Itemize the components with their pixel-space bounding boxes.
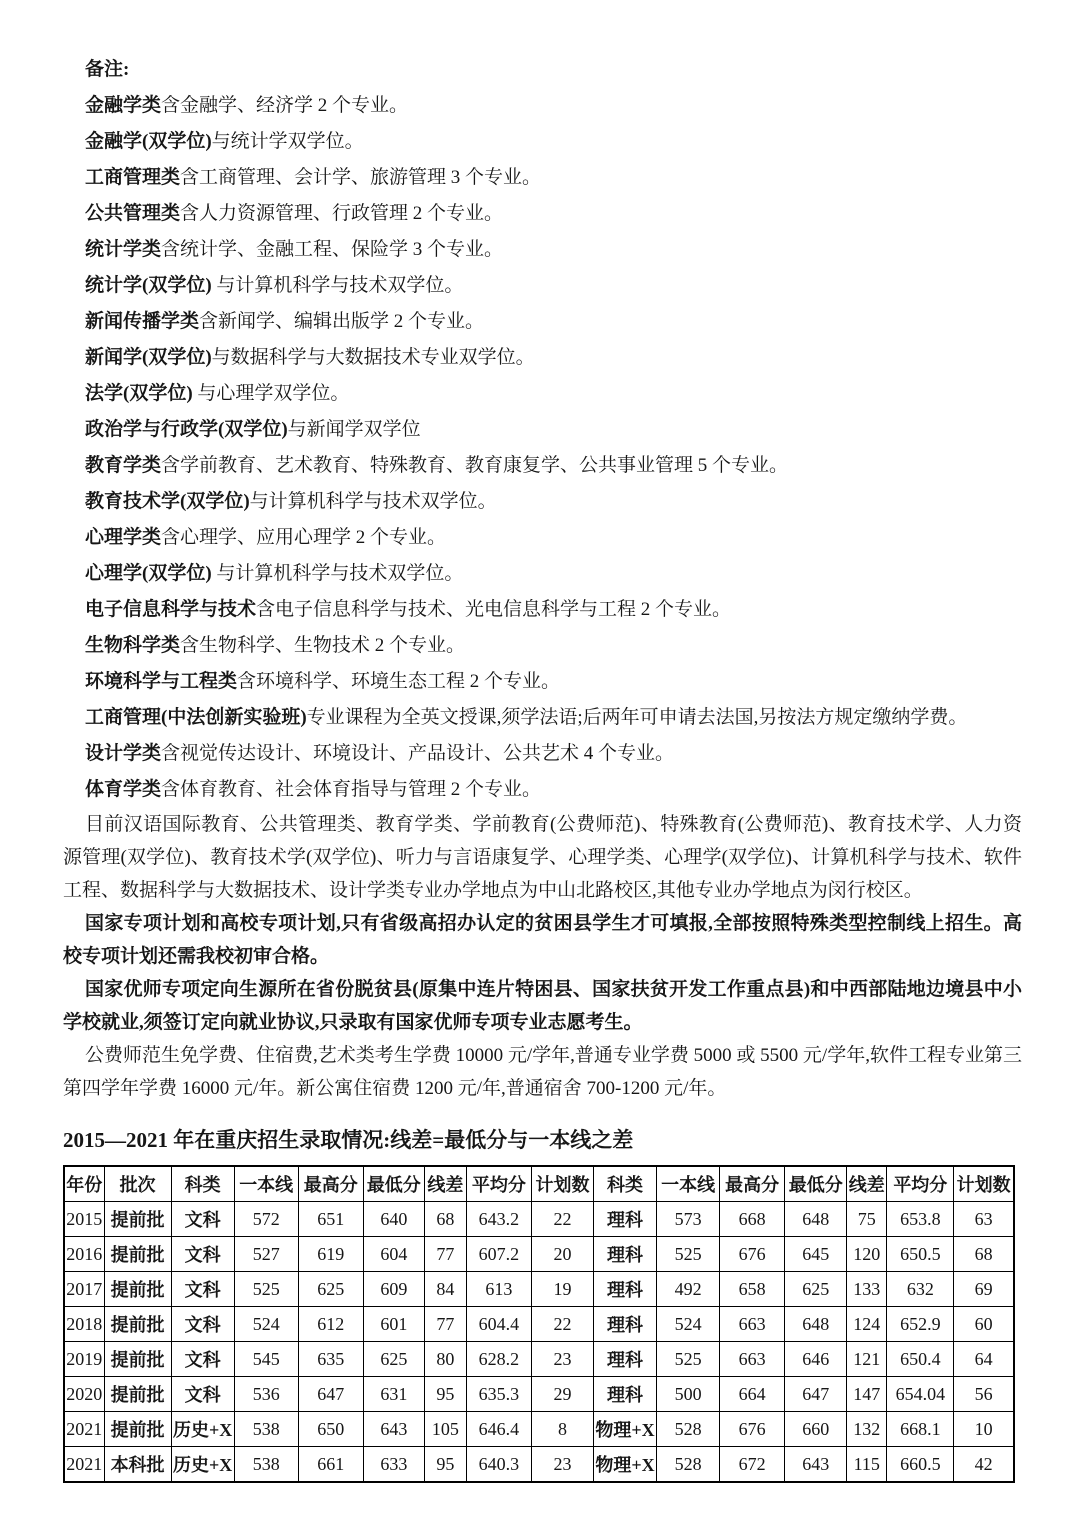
table-cell: 650.5 <box>887 1237 954 1272</box>
note-item <box>63 160 1022 196</box>
table-row <box>64 1272 1014 1307</box>
note-lead: 体育学类 <box>85 779 162 800</box>
table-cell: 631 <box>363 1377 424 1412</box>
table-cell: 612 <box>298 1307 363 1342</box>
note-lead: 政治学与行政学(双学位) <box>85 419 288 440</box>
header-cell: 一本线 <box>234 1166 298 1202</box>
table-cell: 120 <box>847 1237 887 1272</box>
table-cell: 63 <box>954 1202 1014 1237</box>
table-cell: 538 <box>234 1447 298 1483</box>
table-cell: 文科 <box>171 1237 234 1272</box>
table-cell: 640.3 <box>466 1447 531 1483</box>
table-cell: 648 <box>785 1202 847 1237</box>
table-cell: 609 <box>363 1272 424 1307</box>
table-cell: 536 <box>234 1377 298 1412</box>
table-cell: 提前批 <box>104 1412 171 1447</box>
header-cell: 科类 <box>594 1166 657 1202</box>
table-cell: 625 <box>363 1342 424 1377</box>
table-cell: 628.2 <box>466 1342 531 1377</box>
table-cell: 625 <box>785 1272 847 1307</box>
note-item <box>63 736 1022 772</box>
table-cell: 647 <box>785 1377 847 1412</box>
table-cell: 524 <box>234 1307 298 1342</box>
table-cell: 646.4 <box>466 1412 531 1447</box>
note-item <box>63 304 1022 340</box>
note-item <box>63 556 1022 592</box>
header-cell: 一本线 <box>657 1166 720 1202</box>
table-cell: 23 <box>531 1342 593 1377</box>
header-cell: 批次 <box>104 1166 171 1202</box>
note-rest: 含学前教育、艺术教育、特殊教育、教育康复学、公共事业管理 5 个专业。 <box>161 455 789 476</box>
table-cell: 2018 <box>64 1307 104 1342</box>
table-row <box>64 1237 1014 1272</box>
note-rest: 含心理学、应用心理学 2 个专业。 <box>161 527 447 548</box>
table-cell: 理科 <box>594 1307 657 1342</box>
note-lead: 环境科学与工程类 <box>85 671 238 692</box>
table-cell: 635 <box>298 1342 363 1377</box>
table-cell: 633 <box>363 1447 424 1483</box>
table-cell: 历史+X <box>171 1412 234 1447</box>
table-cell: 105 <box>424 1412 466 1447</box>
table-cell: 77 <box>424 1237 466 1272</box>
note-rest: 含体育教育、社会体育指导与管理 2 个专业。 <box>161 779 542 800</box>
note-item <box>63 88 1022 124</box>
table-cell: 573 <box>657 1202 720 1237</box>
table-cell: 668.1 <box>887 1412 954 1447</box>
header-cell: 科类 <box>171 1166 234 1202</box>
table-cell: 643 <box>785 1447 847 1483</box>
table-cell: 658 <box>720 1272 785 1307</box>
note-lead: 工商管理(中法创新实验班) <box>85 707 307 728</box>
table-cell: 625 <box>298 1272 363 1307</box>
table-cell: 95 <box>424 1447 466 1483</box>
note-rest: 含视觉传达设计、环境设计、产品设计、公共艺术 4 个专业。 <box>161 743 675 764</box>
note-rest: 与计算机科学与技术双学位。 <box>211 563 464 584</box>
note-item <box>63 124 1022 160</box>
table-cell: 545 <box>234 1342 298 1377</box>
table-cell: 2016 <box>64 1237 104 1272</box>
table-cell: 56 <box>954 1377 1014 1412</box>
table-cell: 672 <box>720 1447 785 1483</box>
note-item <box>63 520 1022 556</box>
table-cell: 676 <box>720 1412 785 1447</box>
note-rest: 含人力资源管理、行政管理 2 个专业。 <box>180 203 504 224</box>
note-rest: 含生物科学、生物技术 2 个专业。 <box>180 635 466 656</box>
notes-section <box>63 52 1022 808</box>
note-rest: 专业课程为全英文授课,须学法语;后两年可申请去法国,另按法方规定缴纳学费。 <box>306 707 968 728</box>
table-body <box>64 1202 1014 1483</box>
table-cell: 42 <box>954 1447 1014 1483</box>
table-row <box>64 1447 1014 1483</box>
note-rest: 含工商管理、会计学、旅游管理 3 个专业。 <box>180 167 542 188</box>
note-lead: 新闻传播学类 <box>85 311 200 332</box>
table-cell: 理科 <box>594 1272 657 1307</box>
header-cell: 线差 <box>424 1166 466 1202</box>
table-cell: 572 <box>234 1202 298 1237</box>
table-cell: 文科 <box>171 1377 234 1412</box>
table-cell: 668 <box>720 1202 785 1237</box>
note-item <box>63 376 1022 412</box>
table-cell: 676 <box>720 1237 785 1272</box>
paragraph: 公费师范生免学费、住宿费,艺术类考生学费 10000 元/学年,普通专业学费 5000 或 5500 元/学年,软件工程专业第三第四学年学费 16000 元/年。新公寓住宿费 1200 元/年,普通宿舍 700-1200 元/年。 <box>63 1045 1022 1099</box>
note-item <box>63 664 1022 700</box>
table-cell: 121 <box>847 1342 887 1377</box>
table-cell: 文科 <box>171 1342 234 1377</box>
table-cell: 646 <box>785 1342 847 1377</box>
header-cell: 年份 <box>64 1166 104 1202</box>
table-cell: 527 <box>234 1237 298 1272</box>
table-cell: 607.2 <box>466 1237 531 1272</box>
table-cell: 635.3 <box>466 1377 531 1412</box>
note-lead: 统计学(双学位) <box>85 275 212 296</box>
note-lead: 设计学类 <box>85 743 162 764</box>
header-cell: 最高分 <box>720 1166 785 1202</box>
table-cell: 文科 <box>171 1202 234 1237</box>
note-item <box>63 772 1022 808</box>
table-cell: 物理+X <box>594 1447 657 1483</box>
note-rest: 与计算机科学与技术双学位。 <box>211 275 464 296</box>
table-cell: 2021 <box>64 1447 104 1483</box>
header-cell: 平均分 <box>466 1166 531 1202</box>
note-lead: 新闻学(双学位) <box>85 347 212 368</box>
note-item <box>63 700 1022 736</box>
note-item <box>63 340 1022 376</box>
table-cell: 本科批 <box>104 1447 171 1483</box>
table-cell: 147 <box>847 1377 887 1412</box>
table-cell: 文科 <box>171 1272 234 1307</box>
note-rest: 含电子信息科学与技术、光电信息科学与工程 2 个专业。 <box>256 599 732 620</box>
table-cell: 提前批 <box>104 1342 171 1377</box>
table-cell: 75 <box>847 1202 887 1237</box>
table-cell: 2015 <box>64 1202 104 1237</box>
table-cell: 95 <box>424 1377 466 1412</box>
table-cell: 132 <box>847 1412 887 1447</box>
table-cell: 524 <box>657 1307 720 1342</box>
table-cell: 物理+X <box>594 1412 657 1447</box>
table-cell: 538 <box>234 1412 298 1447</box>
note-lead: 金融学(双学位) <box>85 131 212 152</box>
note-rest: 与心理学双学位。 <box>192 383 350 404</box>
table-cell: 601 <box>363 1307 424 1342</box>
header-cell: 计划数 <box>954 1166 1014 1202</box>
table-cell: 648 <box>785 1307 847 1342</box>
table-cell: 640 <box>363 1202 424 1237</box>
note-item <box>63 268 1022 304</box>
table-cell: 10 <box>954 1412 1014 1447</box>
table-cell: 64 <box>954 1342 1014 1377</box>
note-rest: 与计算机科学与技术双学位。 <box>249 491 497 512</box>
header-cell: 最低分 <box>785 1166 847 1202</box>
table-cell: 80 <box>424 1342 466 1377</box>
table-cell: 604 <box>363 1237 424 1272</box>
table-cell: 2020 <box>64 1377 104 1412</box>
header-cell: 线差 <box>847 1166 887 1202</box>
note-item <box>63 232 1022 268</box>
header-cell: 最低分 <box>363 1166 424 1202</box>
note-lead: 教育学类 <box>85 455 162 476</box>
table-cell: 660.5 <box>887 1447 954 1483</box>
table-cell: 提前批 <box>104 1237 171 1272</box>
table-cell: 643 <box>363 1412 424 1447</box>
note-lead: 生物科学类 <box>85 635 181 656</box>
table-cell: 22 <box>531 1307 593 1342</box>
table-row <box>64 1342 1014 1377</box>
note-lead: 心理学类 <box>85 527 162 548</box>
table-cell: 645 <box>785 1237 847 1272</box>
note-item <box>63 628 1022 664</box>
table-row <box>64 1377 1014 1412</box>
table-cell: 20 <box>531 1237 593 1272</box>
header-cell: 计划数 <box>531 1166 593 1202</box>
table-cell: 650 <box>298 1412 363 1447</box>
table-cell: 525 <box>234 1272 298 1307</box>
table-row <box>64 1412 1014 1447</box>
table-cell: 528 <box>657 1447 720 1483</box>
table-cell: 理科 <box>594 1342 657 1377</box>
table-cell: 664 <box>720 1377 785 1412</box>
note-rest: 含统计学、金融工程、保险学 3 个专业。 <box>161 239 504 260</box>
note-rest: 与新闻学双学位 <box>287 419 421 440</box>
table-cell: 528 <box>657 1412 720 1447</box>
note-rest: 含新闻学、编辑出版学 2 个专业。 <box>199 311 485 332</box>
admissions-table <box>63 1165 1015 1483</box>
paragraph: 目前汉语国际教育、公共管理类、教育学类、学前教育(公费师范)、特殊教育(公费师范)、教育技术学、人力资源管理(双学位)、教育技术学(双学位)、听力与言语康复学、心理学类、心理学(双学位)、计算机科学与技术、软件工程、数据科学与大数据技术、设计学类专业办学地点为中山北路校区,其他专业办学地点为闵行校区。 <box>63 814 1022 901</box>
table-cell: 115 <box>847 1447 887 1483</box>
note-lead: 公共管理类 <box>85 203 181 224</box>
table-cell: 历史+X <box>171 1447 234 1483</box>
paragraph: 国家优师专项定向生源所在省份脱贫县(原集中连片特困县、国家扶贫开发工作重点县)和中西部陆地边境县中小学校就业,须签订定向就业协议,只录取有国家优师专项专业志愿考生。 <box>63 979 1022 1033</box>
table-cell: 652.9 <box>887 1307 954 1342</box>
note-lead: 电子信息科学与技术 <box>85 599 257 620</box>
table-header-row <box>64 1166 1014 1202</box>
table-cell: 69 <box>954 1272 1014 1307</box>
table-cell: 663 <box>720 1342 785 1377</box>
table-cell: 492 <box>657 1272 720 1307</box>
table-cell: 68 <box>424 1202 466 1237</box>
table-cell: 19 <box>531 1272 593 1307</box>
table-cell: 提前批 <box>104 1377 171 1412</box>
table-cell: 60 <box>954 1307 1014 1342</box>
table-cell: 654.04 <box>887 1377 954 1412</box>
table-cell: 2019 <box>64 1342 104 1377</box>
table-cell: 643.2 <box>466 1202 531 1237</box>
table-cell: 29 <box>531 1377 593 1412</box>
table-cell: 604.4 <box>466 1307 531 1342</box>
table-cell: 提前批 <box>104 1272 171 1307</box>
note-item <box>63 592 1022 628</box>
table-cell: 提前批 <box>104 1202 171 1237</box>
note-lead: 统计学类 <box>85 239 162 260</box>
table-row <box>64 1307 1014 1342</box>
table-cell: 77 <box>424 1307 466 1342</box>
note-rest: 与统计学双学位。 <box>211 131 364 152</box>
table-cell: 663 <box>720 1307 785 1342</box>
table-cell: 619 <box>298 1237 363 1272</box>
table-cell: 133 <box>847 1272 887 1307</box>
table-cell: 647 <box>298 1377 363 1412</box>
table-cell: 653.8 <box>887 1202 954 1237</box>
header-cell: 平均分 <box>887 1166 954 1202</box>
table-cell: 68 <box>954 1237 1014 1272</box>
note-lead: 工商管理类 <box>85 167 181 188</box>
table-cell: 22 <box>531 1202 593 1237</box>
note-rest: 含环境科学、环境生态工程 2 个专业。 <box>237 671 561 692</box>
table-cell: 提前批 <box>104 1307 171 1342</box>
table-cell: 661 <box>298 1447 363 1483</box>
table-title: 2015—2021 年在重庆招生录取情况:线差=最低分与一本线之差 <box>63 1128 634 1152</box>
note-lead: 教育技术学(双学位) <box>85 491 250 512</box>
note-item <box>63 448 1022 484</box>
note-rest: 与数据科学与大数据技术专业双学位。 <box>211 347 535 368</box>
table-cell: 84 <box>424 1272 466 1307</box>
table-cell: 525 <box>657 1342 720 1377</box>
table-cell: 650.4 <box>887 1342 954 1377</box>
table-cell: 613 <box>466 1272 531 1307</box>
table-cell: 651 <box>298 1202 363 1237</box>
table-cell: 525 <box>657 1237 720 1272</box>
table-cell: 文科 <box>171 1307 234 1342</box>
paragraph: 国家专项计划和高校专项计划,只有省级高招办认定的贫困县学生才可填报,全部按照特殊类型控制线上招生。高校专项计划还需我校初审合格。 <box>63 913 1022 967</box>
header-cell: 最高分 <box>298 1166 363 1202</box>
table-cell: 理科 <box>594 1202 657 1237</box>
note-lead: 心理学(双学位) <box>85 563 212 584</box>
notes-list <box>63 88 1022 808</box>
table-cell: 2021 <box>64 1412 104 1447</box>
note-lead: 法学(双学位) <box>85 383 193 404</box>
table-cell: 23 <box>531 1447 593 1483</box>
note-lead: 金融学类 <box>85 95 162 116</box>
note-item <box>63 196 1022 232</box>
notes-heading: 备注: <box>85 59 130 80</box>
table-cell: 理科 <box>594 1237 657 1272</box>
table-cell: 2017 <box>64 1272 104 1307</box>
table-cell: 500 <box>657 1377 720 1412</box>
table-cell: 660 <box>785 1412 847 1447</box>
table-row <box>64 1202 1014 1237</box>
table-cell: 理科 <box>594 1377 657 1412</box>
table-cell: 632 <box>887 1272 954 1307</box>
paragraphs-section <box>63 808 1022 1105</box>
note-item <box>63 412 1022 448</box>
table-cell: 124 <box>847 1307 887 1342</box>
note-item <box>63 484 1022 520</box>
note-rest: 含金融学、经济学 2 个专业。 <box>161 95 409 116</box>
table-cell: 8 <box>531 1412 593 1447</box>
